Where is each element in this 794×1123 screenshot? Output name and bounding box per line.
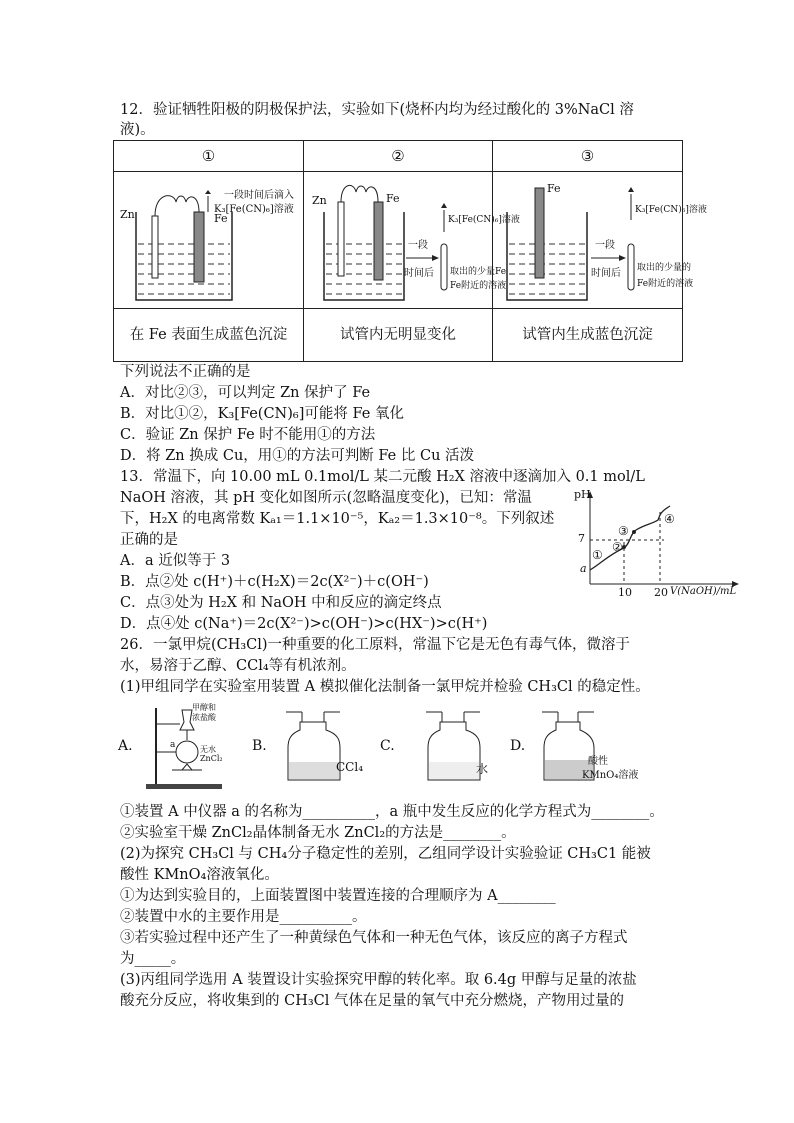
- q13-option-c: C．点③处为 H₂X 和 NaOH 中和反应的滴定终点: [120, 595, 442, 611]
- q26-line6: (2)为探究 CH₃Cl 与 CH₄分子稳定性的差别，乙组同学设计实验验证 CH₃C1 能被: [120, 846, 651, 862]
- fig2-reagent-label: K₃[Fe(CN)₆]溶液: [448, 215, 520, 225]
- graph-point-1: ①: [592, 548, 603, 562]
- fig1-note-line1: 一段时间后滴入: [224, 190, 294, 201]
- apparatus-a-note3: 无水: [200, 745, 216, 754]
- fig1-note-line2: K₃[Fe(CN)₆]溶液: [214, 204, 294, 215]
- q26-line4: ①装置 A 中仪器 a 的名称为__________，a 瓶中发生反应的化学方程式为________。: [120, 804, 664, 820]
- table-header-3: ③: [493, 141, 682, 172]
- q12-ask: 下列说法不正确的是: [120, 364, 251, 380]
- q12-stem-line2: 液)。: [120, 122, 155, 138]
- table-header-1: ①: [114, 141, 304, 172]
- q26-line13: 酸充分反应，将收集到的 CH₃Cl 气体在足量的氧气中充分燃烧，产物用过量的: [120, 993, 624, 1009]
- experiment-figure-2: [304, 172, 520, 309]
- q12-option-c: C．验证 Zn 保护 Fe 时不能用①的方法: [120, 427, 376, 443]
- fig3-arrow-line1: 一段: [595, 240, 615, 251]
- graph-point-2: ②: [612, 540, 623, 554]
- experiment-table: [113, 140, 707, 362]
- apparatus-b-note: CCl₄: [336, 760, 364, 774]
- apparatus-c-figure: [418, 700, 488, 792]
- apparatus-d-note1: 酸性: [588, 756, 608, 767]
- q26-line7: 酸性 KMnO₄溶液氧化。: [120, 867, 279, 883]
- q13-line1: 13．常温下，向 10.00 mL 0.1mol/L 某二元酸 H₂X 溶液中逐滴加入 0.1 mol/L: [120, 469, 645, 485]
- apparatus-a-figure: [142, 700, 232, 792]
- graph-y7-label: 7: [578, 532, 585, 545]
- fig3-fe-label: Fe: [547, 182, 561, 195]
- fig3-note-line2: Fe附近的溶液: [637, 279, 694, 289]
- graph-point-4: ④: [664, 512, 675, 526]
- experiment-figure-1: [114, 172, 304, 309]
- ph-titration-graph: [574, 490, 740, 602]
- table-result-2: 试管内无明显变化: [304, 309, 493, 361]
- fig3-reagent-label: K₃[Fe(CN)₆]溶液: [635, 205, 707, 215]
- table-result-1: 在 Fe 表面生成蓝色沉淀: [114, 309, 304, 361]
- q13-option-d: D．点④处 c(Na⁺)＝2c(X²⁻)>c(OH⁻)>c(HX⁻)>c(H⁺): [120, 616, 488, 632]
- fig2-arrow-line1: 一段: [408, 240, 428, 251]
- q12-stem-line1: 12．验证牺牲阳极的阴极保护法，实验如下(烧杯内均为经过酸化的 3%NaCl 溶: [120, 102, 634, 118]
- experiment-figure-3: [493, 172, 707, 309]
- apparatus-a-note4: ZnCl₂: [200, 754, 223, 763]
- apparatus-d-note2: KMnO₄溶液: [582, 770, 639, 781]
- q26-line3: (1)甲组同学在实验室用装置 A 模拟催化法制备一氯甲烷并检验 CH₃Cl 的稳定性。: [120, 679, 650, 695]
- q13-line4: 正确的是: [120, 532, 178, 548]
- graph-a-label: a: [580, 562, 587, 575]
- q12-option-a: A．对比②③，可以判定 Zn 保护了 Fe: [120, 385, 371, 401]
- graph-x20-label: 20: [654, 586, 668, 599]
- apparatus-d-label: D.: [510, 738, 526, 754]
- q13-line2: NaOH 溶液，其 pH 变化如图所示(忽略温度变化)，已知：常温: [120, 490, 532, 506]
- fig3-arrow-line2: 时间后: [591, 268, 621, 279]
- fig3-note-line1: 取出的少量的: [637, 263, 692, 273]
- q13-option-b: B．点②处 c(H⁺)＋c(H₂X)＝2c(X²⁻)＋c(OH⁻): [120, 574, 429, 590]
- fig2-fe-label: Fe: [386, 192, 400, 205]
- q26-line2: 水，易溶于乙醇、CCl₄等有机浓剂。: [120, 658, 356, 674]
- apparatus-a-note1: 甲醇和: [192, 703, 216, 712]
- apparatus-b-figure: [278, 700, 348, 792]
- fig2-note-line1: 取出的少量Fe: [450, 267, 507, 277]
- q12-option-b: B．对比①②，K₃[Fe(CN)₆]可能将 Fe 氧化: [120, 406, 404, 422]
- graph-x10-label: 10: [618, 586, 632, 599]
- q12-option-d: D．将 Zn 换成 Cu，用①的方法可判断 Fe 比 Cu 活泼: [120, 448, 475, 464]
- q26-line12: (3)丙组同学选用 A 装置设计实验探究甲醇的转化率。取 6.4g 甲醇与足量的浓盐: [120, 972, 637, 988]
- apparatus-c-label: C.: [380, 738, 395, 754]
- fig1-zn-label: Zn: [120, 208, 135, 221]
- apparatus-c-note: 水: [476, 762, 489, 776]
- graph-y-label: pH: [574, 488, 591, 501]
- q13-option-a: A．a 近似等于 3: [120, 553, 231, 569]
- q26-line5: ②实验室干燥 ZnCl₂晶体制备无水 ZnCl₂的方法是________。: [120, 825, 516, 841]
- apparatus-a-note2: 浓盐酸: [192, 713, 216, 722]
- q26-line10: ③若实验过程中还产生了一种黄绿色气体和一种无色气体，该反应的离子方程式: [120, 930, 628, 946]
- fig2-arrow-line2: 时间后: [404, 268, 434, 279]
- table-result-3: 试管内生成蓝色沉淀: [522, 327, 653, 343]
- apparatus-a-label: A.: [118, 738, 133, 754]
- q26-line11: 为_____。: [120, 951, 186, 967]
- q26-line9: ②装置中水的主要作用是__________。: [120, 909, 367, 925]
- fig2-zn-label: Zn: [312, 194, 327, 207]
- graph-x-label: V(NaOH)/mL: [670, 586, 737, 597]
- fig1-fe-label: Fe: [214, 212, 228, 225]
- q26-line1: 26．一氯甲烷(CH₃Cl)一种重要的化工原料，常温下它是无色有毒气体，微溶于: [120, 637, 631, 653]
- apparatus-b-label: B.: [252, 738, 267, 754]
- q26-line8: ①为达到实验目的，上面装置图中装置连接的合理顺序为 A________: [120, 888, 556, 904]
- apparatus-row: [118, 700, 678, 792]
- q13-line3: 下，H₂X 的电离常数 Kₐ₁＝1.1×10⁻⁵，Kₐ₂＝1.3×10⁻⁸。下列叙述: [120, 511, 555, 527]
- apparatus-a-a: a: [170, 740, 176, 750]
- fig2-note-line2: Fe附近的溶液: [450, 281, 507, 291]
- table-header-2: ②: [304, 141, 493, 172]
- graph-point-3: ③: [618, 524, 629, 538]
